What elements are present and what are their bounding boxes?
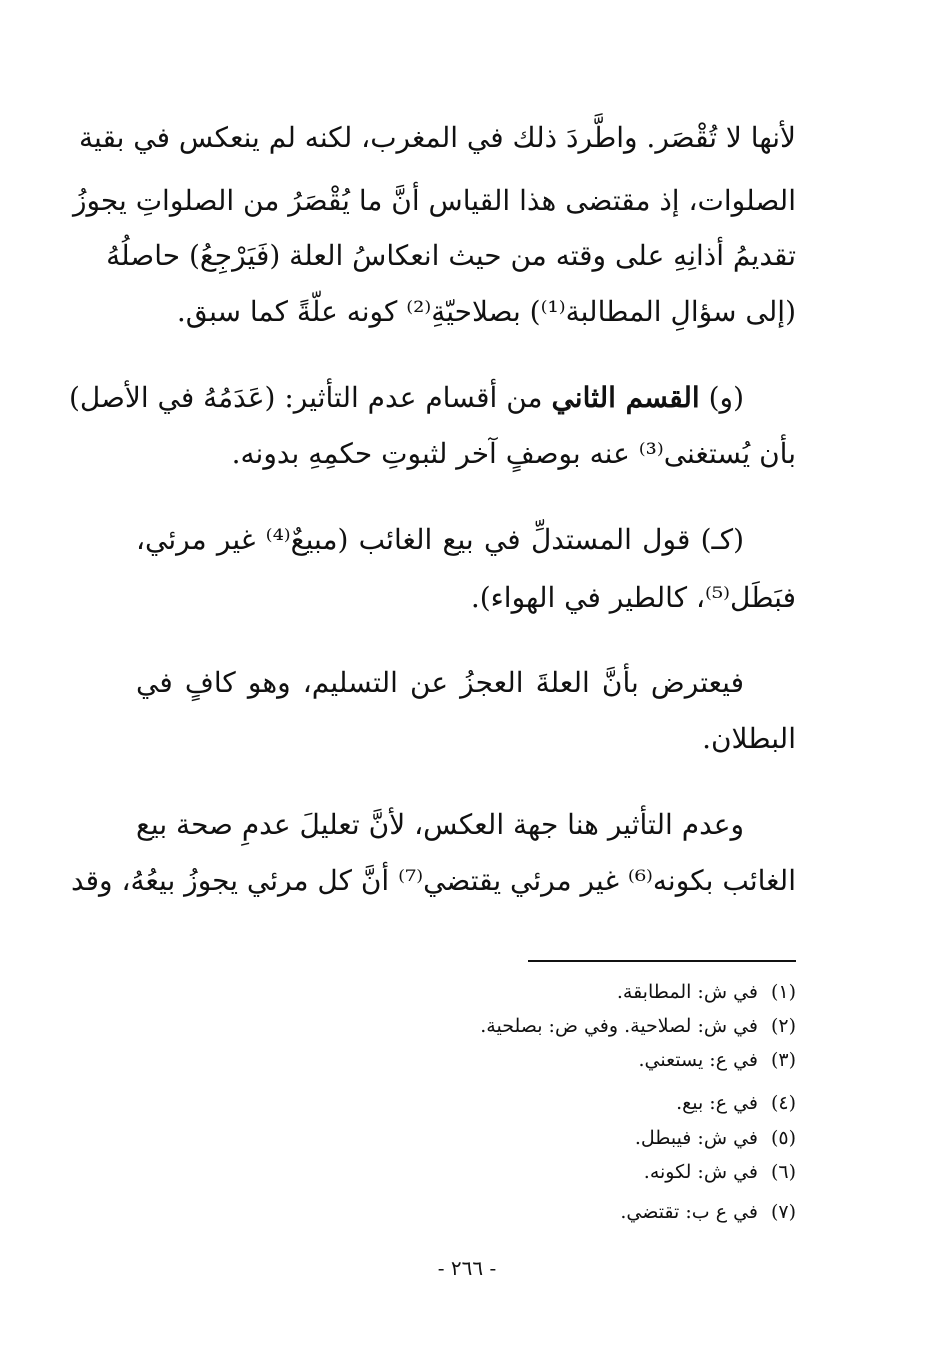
footnote-number: (١) (770, 981, 796, 1003)
footnote-separator (528, 960, 796, 962)
text-line: الغائب بكونه⁽⁶⁾ غير مرئي يقتضي⁽⁷⁾ أنَّ كل مرئي يجوزُ بيعُهُ، وقد (70, 864, 796, 897)
text-line: فيعترض بأنَّ العلةَ العجزُ عن التسليم، وهو كافٍ في (136, 666, 744, 699)
text-line: وعدم التأثير هنا جهة العكس، لأنَّ تعليلَ عدمِ صحة بيع (136, 808, 744, 841)
text-run: من أقسام عدم التأثير: (عَدَمُهُ في الأصل) (68, 381, 552, 414)
text-line: لأنها لا تُقْصَر. واطَّردَ ذلك في المغرب، لكنه لم ينعكس في بقية (78, 121, 796, 154)
footnote (236, 1124, 796, 1152)
footnote-text: في ش: المطابقة. (616, 981, 758, 1003)
footnote-number: (٦) (770, 1161, 796, 1183)
footnote (236, 1089, 796, 1117)
footnote (236, 978, 796, 1006)
footnote-text: في ع: يستعني. (638, 1049, 758, 1071)
text-line: فبَطَل⁽⁵⁾، كالطير في الهواء). (470, 581, 796, 614)
footnote-text: في ع: بيع. (676, 1092, 758, 1114)
text-run: (و) (699, 381, 744, 414)
footnote (236, 1198, 796, 1226)
footnote-text: في ش: لكونه. (643, 1161, 758, 1183)
footnote-number: (٧) (770, 1201, 796, 1223)
footnote (236, 1012, 796, 1040)
footnote-text: في ش: فيبطل. (634, 1127, 758, 1149)
footnote-number: (٤) (770, 1092, 796, 1114)
page-number: - ٢٦٦ - (437, 1256, 497, 1280)
text-line: الصلوات، إذ مقتضى هذا القياس أنَّ ما يُقْصَرُ من الصلواتِ يجوزُ (72, 184, 796, 217)
section-heading: القسم الثاني (551, 381, 700, 414)
footnote-number: (٣) (770, 1049, 796, 1071)
footnote-number: (٢) (770, 1015, 796, 1037)
text-line: بأن يُستغنى⁽³⁾ عنه بوصفٍ آخر لثبوتِ حكمِهِ بدونه. (231, 437, 796, 470)
text-line: تقديمُ أذانِهِ على وقته من حيث انعكاسُ العلة (فَيَرْجِعُ) حاصلُهُ (106, 239, 796, 272)
footnote-number: (٥) (770, 1127, 796, 1149)
footnote-text: في ش: لصلاحية. وفي ض: بصلحية. (480, 1015, 758, 1037)
text-line (68, 378, 744, 418)
text-line: البطلان. (702, 722, 796, 755)
footnote (236, 1046, 796, 1074)
footnote-text: في ع ب: تقتضي. (620, 1201, 758, 1223)
text-line: (إلى سؤالِ المطالبة⁽¹⁾) بصلاحيّةِ⁽²⁾ كونه علّةً كما سبق. (176, 295, 796, 328)
footnote (236, 1158, 796, 1186)
text-line: (كـ) قول المستدلِّ في بيع الغائب (مبيعٌ⁽⁴⁾ غير مرئي، (136, 523, 744, 556)
